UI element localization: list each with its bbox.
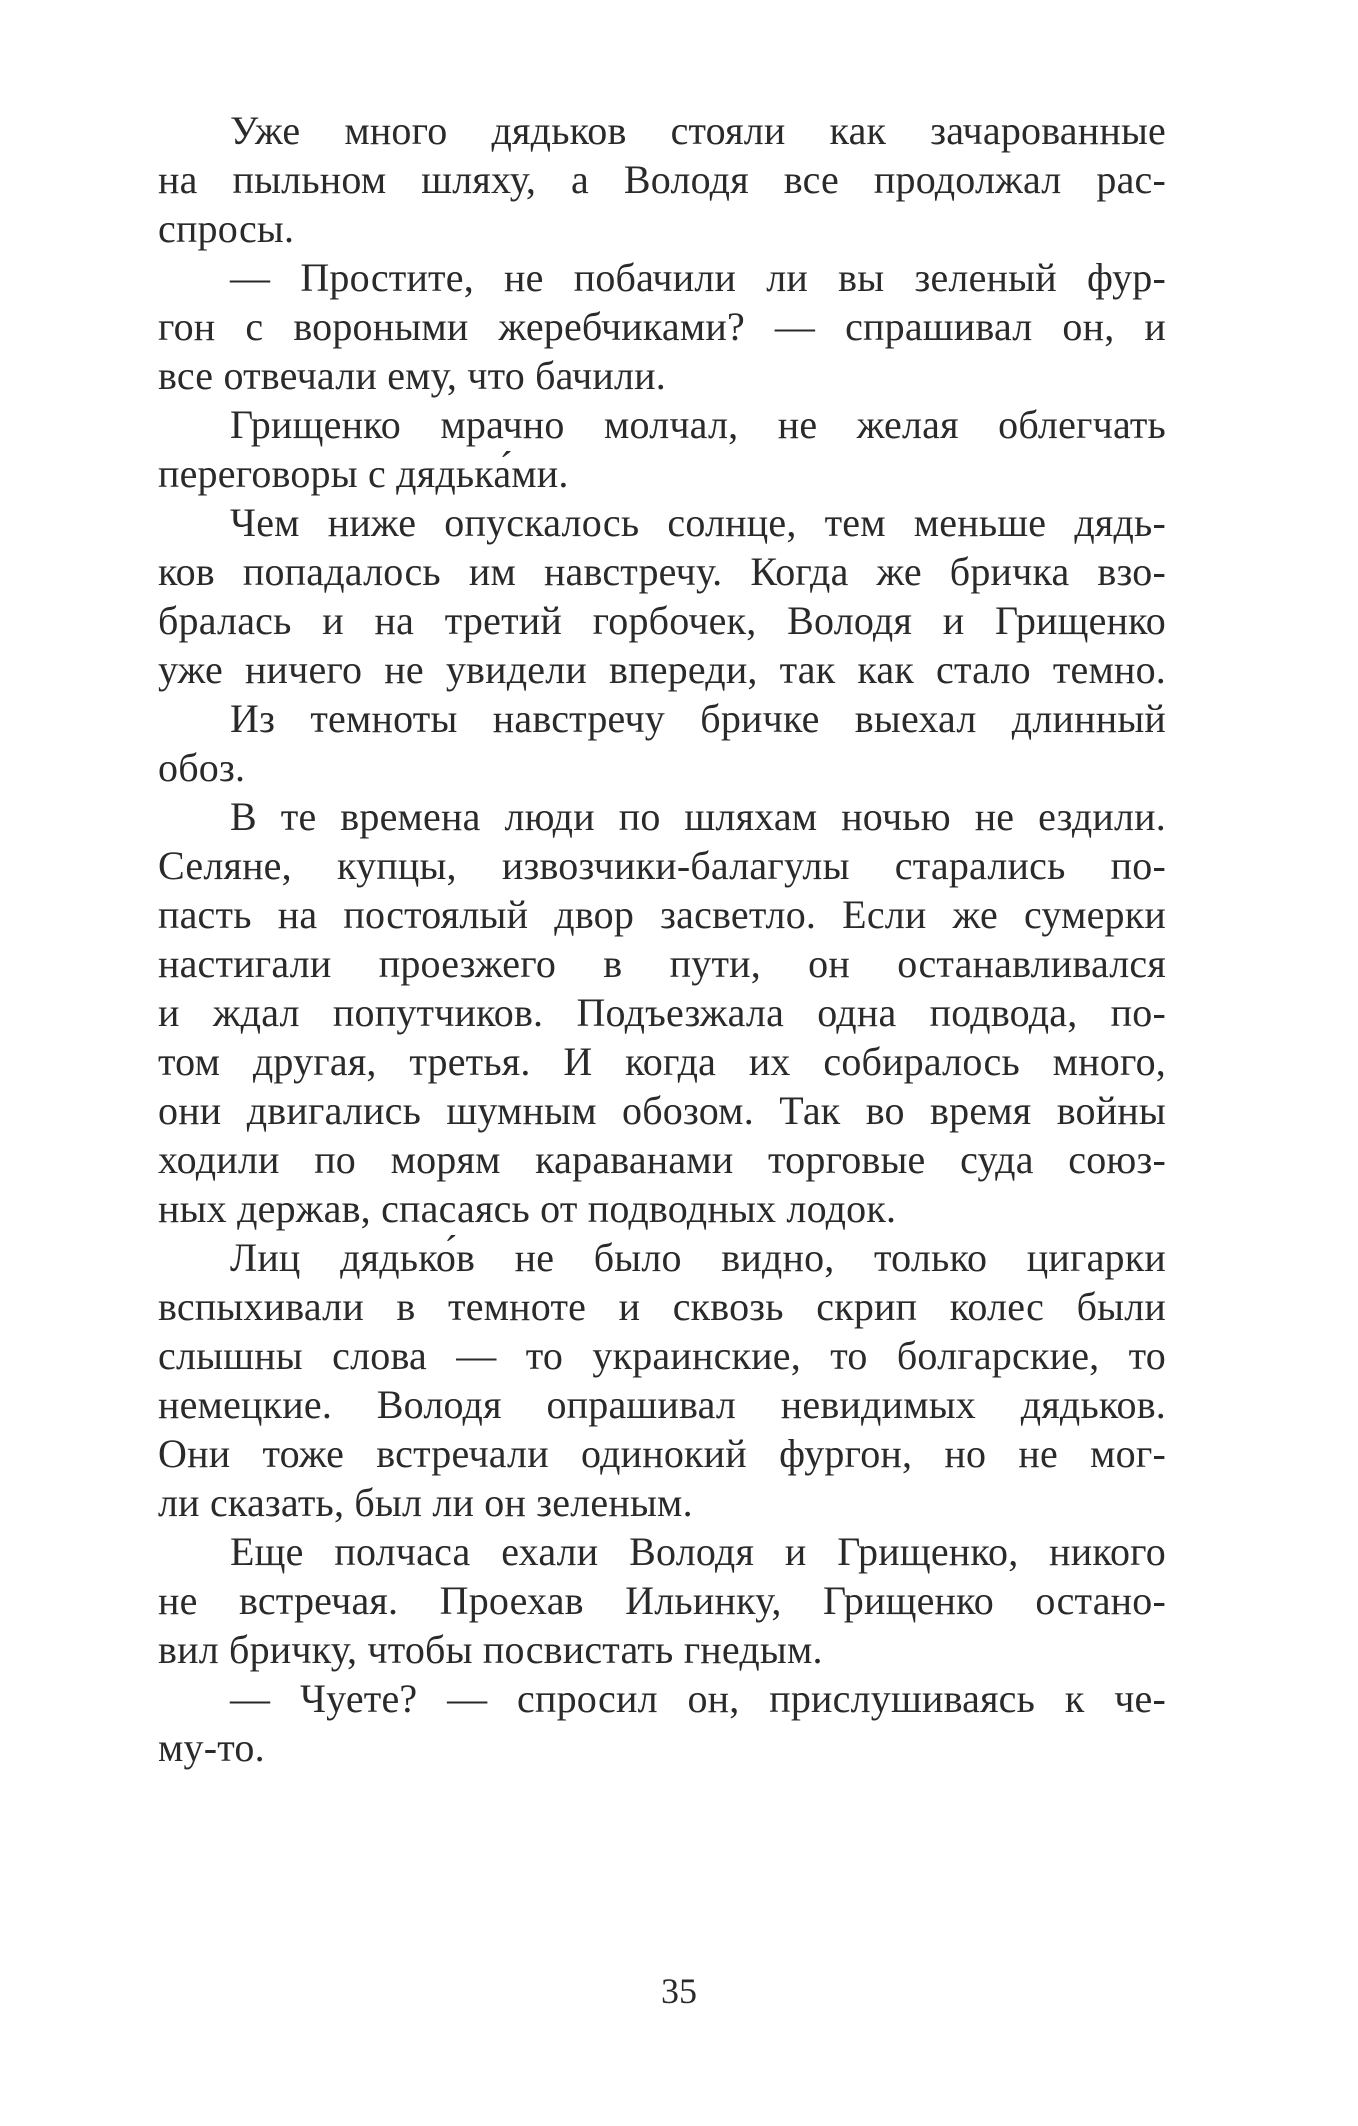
text-line: Селяне, купцы, извозчики-балагулы старались по- xyxy=(158,843,1166,888)
text-line: — Чуете? — спросил он, прислушиваясь к че- xyxy=(230,1676,1166,1721)
text-line: Они тоже встречали одинокий фургон, но не мог- xyxy=(158,1431,1166,1476)
text-line: ных держав, спасаясь от подводных лодок. xyxy=(158,1186,897,1231)
text-line: Еще полчаса ехали Володя и Грищенко, никого xyxy=(230,1529,1166,1574)
text-line: бралась и на третий горбочек, Володя и Грищенко xyxy=(158,598,1166,643)
text-line: Грищенко мрачно молчал, не желая облегчать xyxy=(230,402,1166,447)
text-line: Из темноты навстречу бричке выехал длинный xyxy=(230,696,1166,741)
text-line: переговоры с дядька́ми. xyxy=(158,451,569,496)
text-line: ходили по морям караванами торговые суда союз- xyxy=(158,1137,1166,1182)
text-line: обоз. xyxy=(158,745,246,790)
body-text xyxy=(158,106,1166,1772)
text-line: вил бричку, чтобы посвистать гнедым. xyxy=(158,1627,823,1672)
text-line: настигали проезжего в пути, он останавливался xyxy=(158,941,1166,986)
text-line: гон с вороными жеребчиками? — спрашивал он, и xyxy=(158,304,1166,349)
text-line: Лиц дядько́в не было видно, только цигарки xyxy=(230,1235,1166,1280)
text-line: му-то. xyxy=(158,1725,265,1770)
text-line: они двигались шумным обозом. Так во время войны xyxy=(158,1088,1166,1133)
text-line: В те времена люди по шляхам ночью не ездили. xyxy=(230,794,1166,839)
text-line: немецкие. Володя опрашивал невидимых дядьков. xyxy=(158,1382,1166,1427)
text-line: слышны слова — то украинские, то болгарские, то xyxy=(158,1333,1166,1378)
page-number: 35 xyxy=(661,1971,697,2011)
text-line: том другая, третья. И когда их собиралось много, xyxy=(158,1039,1166,1084)
text-line: вспыхивали в темноте и сквозь скрип колес были xyxy=(158,1284,1166,1329)
text-line: на пыльном шляху, а Володя все продолжал рас- xyxy=(158,157,1166,202)
text-line: Чем ниже опускалось солнце, тем меньше дядь- xyxy=(230,500,1166,545)
text-line: не встречая. Проехав Ильинку, Грищенко остано- xyxy=(158,1578,1166,1623)
text-line: ли сказать, был ли он зеленым. xyxy=(158,1480,693,1525)
text-line: уже ничего не увидели впереди, так как стало темно. xyxy=(158,647,1166,692)
text-line: — Простите, не побачили ли вы зеленый фур- xyxy=(230,255,1166,300)
text-line: спросы. xyxy=(158,206,295,251)
text-line: пасть на постоялый двор засветло. Если же сумерки xyxy=(158,892,1166,937)
text-line: все отвечали ему, что бачили. xyxy=(158,353,666,398)
text-line: и ждал попутчиков. Подъезжала одна подвода, по- xyxy=(158,990,1166,1035)
text-line: Уже много дядьков стояли как зачарованные xyxy=(230,108,1166,153)
text-line: ков попадалось им навстречу. Когда же бричка взо- xyxy=(158,549,1166,594)
